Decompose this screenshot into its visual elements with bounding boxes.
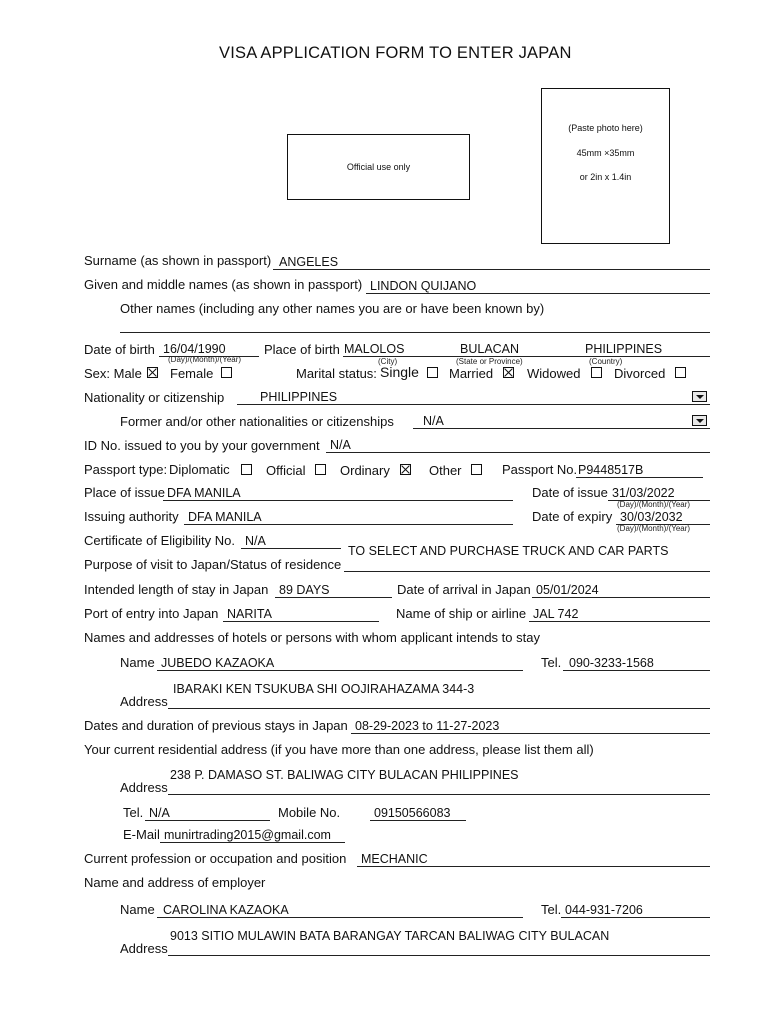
given-underline bbox=[366, 293, 710, 294]
nationality-underline bbox=[237, 404, 710, 405]
photo-box[interactable] bbox=[541, 88, 670, 244]
residential-label: Your current residential address (if you have more than one address, please list them all) bbox=[84, 742, 594, 757]
employer-tel-field[interactable]: 044-931-7206 bbox=[565, 903, 643, 917]
date-of-issue-label: Date of issue bbox=[532, 485, 608, 500]
dob-field[interactable]: 16/04/1990 bbox=[163, 342, 226, 356]
female-label: Female bbox=[170, 366, 214, 381]
employer-tel-underline bbox=[561, 917, 710, 918]
email-field[interactable]: munirtrading2015@gmail.com bbox=[164, 828, 331, 842]
sex-label: Sex: Male bbox=[84, 366, 142, 381]
other-checkbox[interactable] bbox=[471, 464, 482, 475]
surname-label: Surname (as shown in passport) bbox=[84, 253, 272, 268]
married-label: Married bbox=[449, 366, 494, 381]
port-underline bbox=[223, 621, 379, 622]
former-nationality-dropdown-icon[interactable] bbox=[692, 415, 707, 426]
id-no-field[interactable]: N/A bbox=[330, 438, 351, 452]
given-names-field[interactable]: LINDON QUIJANO bbox=[370, 279, 477, 293]
issuing-authority-field[interactable]: DFA MANILA bbox=[188, 510, 262, 524]
place-of-issue-label: Place of issue bbox=[84, 485, 165, 500]
diplomatic-label: Diplomatic bbox=[169, 462, 230, 477]
ship-label: Name of ship or airline bbox=[396, 606, 527, 621]
passport-no-label: Passport No. bbox=[502, 462, 578, 477]
place-issue-underline bbox=[163, 500, 513, 501]
employer-address-field[interactable]: 9013 SITIO MULAWIN BATA BARANGAY TARCAN BALIWAG CITY BULACAN bbox=[170, 929, 610, 943]
official-label: Official bbox=[266, 463, 306, 478]
prev-stays-underline bbox=[351, 733, 710, 734]
employer-address-label: Address bbox=[120, 941, 168, 956]
nationality-dropdown-icon[interactable] bbox=[692, 391, 707, 402]
married-checkbox[interactable] bbox=[503, 367, 514, 378]
ordinary-checkbox[interactable] bbox=[400, 464, 411, 475]
passport-no-underline bbox=[576, 477, 703, 478]
employer-tel-label: Tel. bbox=[541, 902, 562, 917]
official-checkbox[interactable] bbox=[315, 464, 326, 475]
diplomatic-checkbox[interactable] bbox=[241, 464, 252, 475]
prev-stays-field[interactable]: 08-29-2023 to 11-27-2023 bbox=[355, 719, 500, 733]
port-label: Port of entry into Japan bbox=[84, 606, 219, 621]
expiry-date-hint: (Day)/(Month)/(Year) bbox=[617, 524, 691, 533]
tel-underline bbox=[145, 820, 270, 821]
prev-stays-label: Dates and duration of previous stays in Japan bbox=[84, 718, 348, 733]
pob-country-field[interactable]: PHILIPPINES bbox=[585, 342, 663, 356]
residential-address-label: Address bbox=[120, 780, 168, 795]
place-of-issue-field[interactable]: DFA MANILA bbox=[167, 486, 241, 500]
issuing-authority-label: Issuing authority bbox=[84, 509, 179, 524]
issue-date-hint: (Day)/(Month)/(Year) bbox=[617, 500, 691, 509]
port-field[interactable]: NARITA bbox=[227, 607, 272, 621]
pob-label: Place of birth bbox=[264, 342, 340, 357]
stay-underline bbox=[275, 597, 392, 598]
profession-underline bbox=[357, 866, 710, 867]
host-tel-underline bbox=[563, 670, 710, 671]
other-names-field[interactable] bbox=[120, 332, 710, 333]
email-label: E-Mail bbox=[123, 827, 160, 842]
country-hint: (Country) bbox=[589, 357, 623, 366]
arrival-label: Date of arrival in Japan bbox=[397, 582, 531, 597]
host-tel-label: Tel. bbox=[541, 655, 562, 670]
ordinary-label: Ordinary bbox=[340, 463, 390, 478]
marital-label: Marital status: bbox=[296, 366, 377, 381]
certificate-label: Certificate of Eligibility No. bbox=[84, 533, 235, 548]
purpose-label: Purpose of visit to Japan/Status of residence bbox=[84, 557, 342, 572]
email-underline bbox=[160, 842, 345, 843]
employer-address-underline bbox=[168, 955, 710, 956]
dob-label: Date of birth bbox=[84, 342, 155, 357]
divorced-label: Divorced bbox=[614, 366, 666, 381]
tel-label: Tel. bbox=[123, 805, 144, 820]
single-label: Single bbox=[380, 364, 419, 380]
passport-type-label: Passport type: bbox=[84, 462, 168, 477]
sex-male-checkbox[interactable] bbox=[147, 367, 158, 378]
profession-field[interactable]: MECHANIC bbox=[361, 852, 428, 866]
purpose-field[interactable]: TO SELECT AND PURCHASE TRUCK AND CAR PARTS bbox=[348, 544, 669, 558]
date-of-expiry-label: Date of expiry bbox=[532, 509, 613, 524]
date-of-issue-field[interactable]: 31/03/2022 bbox=[612, 486, 675, 500]
photo-line2: 45mm ×35mm bbox=[576, 148, 635, 158]
hotels-label: Names and addresses of hotels or persons with whom applicant intends to stay bbox=[84, 630, 540, 645]
divorced-checkbox[interactable] bbox=[675, 367, 686, 378]
ship-field[interactable]: JAL 742 bbox=[533, 607, 579, 621]
sex-female-checkbox[interactable] bbox=[221, 367, 232, 378]
given-names-label: Given and middle names (as shown in passport) bbox=[84, 277, 363, 292]
cert-underline bbox=[241, 548, 341, 549]
host-name-label: Name bbox=[120, 655, 155, 670]
widowed-checkbox[interactable] bbox=[591, 367, 602, 378]
nationality-field[interactable]: PHILIPPINES bbox=[260, 390, 338, 404]
purpose-underline bbox=[344, 571, 710, 572]
former-nat-underline bbox=[413, 428, 710, 429]
employer-name-underline bbox=[157, 917, 523, 918]
date-of-expiry-field[interactable]: 30/03/2032 bbox=[620, 510, 683, 524]
city-hint: (City) bbox=[378, 357, 398, 366]
dob-hint: (Day)/(Month)/(Year) bbox=[168, 355, 242, 364]
nationality-label: Nationality or citizenship bbox=[84, 390, 225, 405]
employer-label: Name and address of employer bbox=[84, 875, 266, 890]
surname-field[interactable]: ANGELES bbox=[279, 255, 339, 269]
certificate-field[interactable]: N/A bbox=[245, 534, 266, 548]
host-name-underline bbox=[157, 670, 523, 671]
mobile-underline bbox=[370, 820, 466, 821]
stay-label: Intended length of stay in Japan bbox=[84, 582, 269, 597]
pob-underline bbox=[343, 356, 710, 357]
official-use-box bbox=[287, 134, 470, 200]
tel-field[interactable]: N/A bbox=[149, 806, 170, 820]
surname-underline bbox=[273, 269, 710, 270]
state-hint: (State or Province) bbox=[456, 357, 523, 366]
former-nationality-label: Former and/or other nationalities or citizenships bbox=[120, 414, 394, 429]
form-title: VISA APPLICATION FORM TO ENTER JAPAN bbox=[219, 44, 572, 62]
host-address-underline bbox=[168, 708, 710, 709]
host-address-field[interactable]: IBARAKI KEN TSUKUBA SHI OOJIRAHAZAMA 344-3 bbox=[173, 682, 475, 696]
residential-underline bbox=[168, 794, 710, 795]
mobile-label: Mobile No. bbox=[278, 805, 341, 820]
ship-underline bbox=[529, 621, 710, 622]
pob-city-field[interactable]: MALOLOS bbox=[344, 342, 405, 356]
widowed-label: Widowed bbox=[527, 366, 581, 381]
passport-no-field[interactable]: P9448517B bbox=[578, 463, 644, 477]
stay-field[interactable]: 89 DAYS bbox=[279, 583, 330, 597]
mobile-field[interactable]: 09150566083 bbox=[374, 806, 451, 820]
pob-state-field[interactable]: BULACAN bbox=[460, 342, 520, 356]
former-nationality-field[interactable]: N/A bbox=[423, 414, 444, 428]
host-address-label: Address bbox=[120, 694, 168, 709]
residential-address-field[interactable]: 238 P. DAMASO ST. BALIWAG CITY BULACAN PHILIPPINES bbox=[170, 768, 519, 782]
host-tel-field[interactable]: 090-3233-1568 bbox=[569, 656, 654, 670]
issuing-auth-underline bbox=[184, 524, 513, 525]
photo-line1: (Paste photo here) bbox=[568, 123, 643, 133]
arrival-underline bbox=[532, 597, 710, 598]
profession-label: Current profession or occupation and position bbox=[84, 851, 347, 866]
single-checkbox[interactable] bbox=[427, 367, 438, 378]
other-label: Other bbox=[429, 463, 462, 478]
id-no-label: ID No. issued to you by your government bbox=[84, 438, 320, 453]
other-names-label: Other names (including any other names you are or have been known by) bbox=[120, 301, 545, 316]
photo-line3: or 2in x 1.4in bbox=[579, 172, 632, 182]
id-no-underline bbox=[326, 452, 710, 453]
employer-name-label: Name bbox=[120, 902, 155, 917]
arrival-field[interactable]: 05/01/2024 bbox=[536, 583, 599, 597]
official-use-label: Official use only bbox=[346, 162, 411, 172]
host-name-field[interactable]: JUBEDO KAZAOKA bbox=[161, 656, 275, 670]
employer-name-field[interactable]: CAROLINA KAZAOKA bbox=[163, 903, 289, 917]
